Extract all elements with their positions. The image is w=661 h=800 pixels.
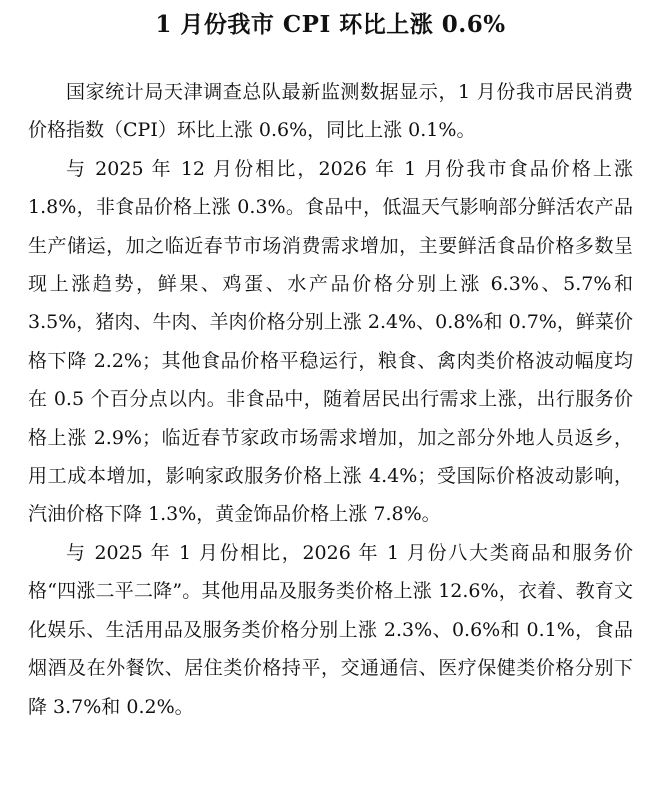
article-title: 1 月份我市 CPI 环比上涨 0.6% (155, 11, 506, 38)
article (28, 0, 633, 726)
paragraph-year-on-year: 与 2025 年 1 月份相比，2026 年 1 月份八大类商品和服务价格“四涨二平二降”。其他用品及服务类价格上涨 12.6%，衣着、教育文化娱乐、生活用品及服务类价格分别上涨 2.3%、0.6%和 0.1%，食品烟酒及在外餐饮、居住类价格持平，交通通信、医疗保健类价格分别下降 3.7%和 0.2%。 (28, 541, 633, 718)
paragraph-month-on-month: 与 2025 年 12 月份相比，2026 年 1 月份我市食品价格上涨 1.8%，非食品价格上涨 0.3%。食品中，低温天气影响部分鲜活农产品生产储运，加之临近春节市场消费需求增加，主要鲜活食品价格多数呈现上涨趋势，鲜果、鸡蛋、水产品价格分别上涨 6.3%、5.7%和 3.5%，猪肉、牛肉、羊肉价格分别上涨 2.4%、0.8%和 0.7%，鲜菜价格下降 2.2%；其他食品价格平稳运行，粮食、禽肉类价格波动幅度均在 0.5 个百分点以内。非食品中，随着居民出行需求上涨，出行服务价格上涨 2.9%；临近春节家政市场需求增加，加之部分外地人员返乡，用工成本增加，影响家政服务价格上涨 4.4%；受国际价格波动影响，汽油价格下降 1.3%，黄金饰品价格上涨 7.8%。 (28, 157, 633, 526)
paragraph-cpi-summary: 国家统计局天津调查总队最新监测数据显示，1 月份我市居民消费价格指数（CPI）环比上涨 0.6%，同比上涨 0.1%。 (28, 81, 633, 142)
